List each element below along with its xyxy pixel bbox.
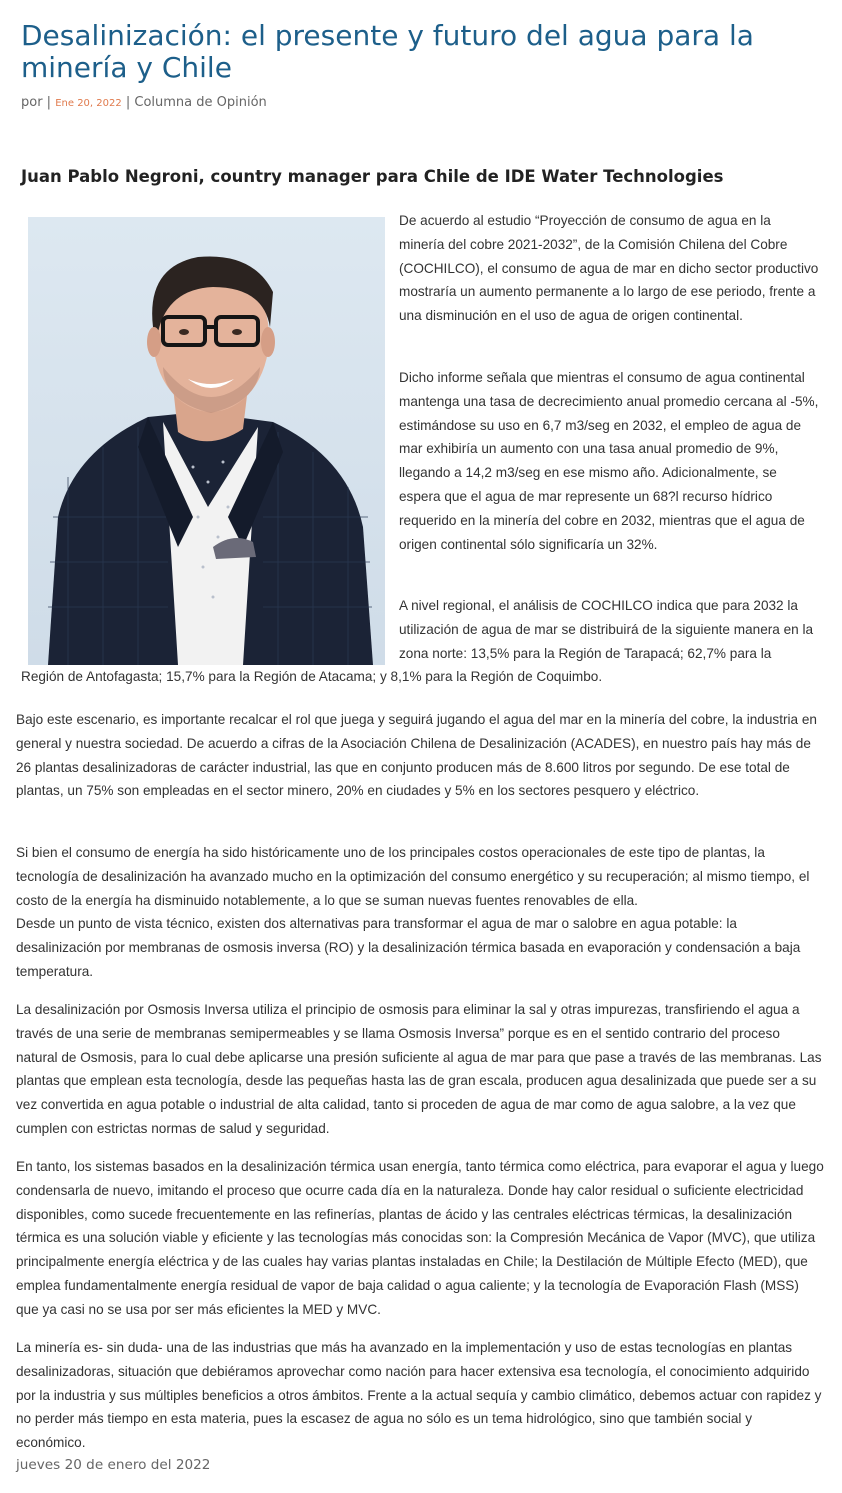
paragraph-6: Desde un punto de vista técnico, existen dos alternativas para transformar el agua de mar o salobre en agua potable: la desalinización por membranas de osmosis inversa (RO) y la desalinización térmica basada en evaporación y condensación a baja temperatura.: [16, 916, 801, 979]
article-subtitle: Juan Pablo Negroni, country manager para Chile de IDE Water Technologies: [21, 167, 724, 186]
footer-date: jueves 20 de enero del 2022: [16, 1457, 211, 1473]
paragraph-2: Dicho informe señala que mientras el consumo de agua continental mantenga una tasa de decrecimiento anual promedio cercana al -5%, estimándose su uso en 6,7 m3/seg en 2032, el empleo de agua de mar exhibiría un aumento con una tasa anual promedio de 9%, llegando a 14,2 m3/seg en ese mismo año. Adicionalmente, se espera que el agua de mar represente un 68?l recurso hídrico requerido en la minería del cobre en 2032, mientras que el agua de origen continental sólo significaría un 32%.: [399, 370, 819, 552]
post-category[interactable]: | Columna de Opinión: [125, 95, 267, 110]
author-portrait-image: [28, 217, 385, 665]
paragraph-5: Si bien el consumo de energía ha sido históricamente uno de los principales costos operacionales de este tipo de plantas, la tecnología de desalinización ha avanzado mucho en la optimización del consumo energético y su recuperación; al mismo tiempo, el costo de la energía ha disminuido notablemente, a lo que se suman nuevas fuentes renovables de ella.: [16, 845, 810, 908]
article-title: Desalinización: el presente y futuro del agua para la minería y Chile: [21, 19, 754, 84]
paragraph-1: De acuerdo al estudio “Proyección de consumo de agua en la minería del cobre 2021-2032”, de la Comisión Chilena del Cobre (COCHILCO), el consumo de agua de mar en dicho sector productivo mostraría un aumento permanente a lo largo de ese periodo, frente a una disminución en el uso de agua de origen continental.: [399, 213, 819, 324]
paragraph-4: Bajo este escenario, es importante recalcar el rol que juega y seguirá jugando el agua del mar en la minería del cobre, la industria en general y nuestra sociedad. De acuerdo a cifras de la Asociación Chilena de Desalinización (ACADES), en nuestro país hay más de 26 plantas desalinizadoras de carácter industrial, las que en conjunto producen más de 8.600 litros por segundo. De ese total de plantas, un 75% son empleadas en el sector minero, 20% en ciudades y 5% en los sectores pesquero y eléctrico.: [16, 712, 817, 799]
paragraph-8: En tanto, los sistemas basados en la desalinización térmica usan energía, tanto térmica como eléctrica, para evaporar el agua y luego condensarla de nuevo, imitando el proceso que ocurre cada día en la naturaleza. Donde hay calor residual o suficiente electricidad disponibles, como sucede frecuentemente en las refinerías, plantas de ácido y las centrales eléctricas térmicas, la desalinización térmica es una solución viable y eficiente y las tecnologías más conocidas son: la Compresión Mecánica de Vapor (MVC), que utiliza principalmente energía eléctrica y de las cuales hay varias plantas instaladas en Chile; la Destilación de Múltiple Efecto (MED), que emplea fundamentalmente energía residual de vapor de baja calidad o agua caliente; y la tecnología de Evaporación Flash (MSS) que ya casi no se usa por ser más eficientes la MED y MVC.: [16, 1159, 824, 1317]
post-meta: [21, 95, 267, 110]
post-date[interactable]: Ene 20, 2022: [55, 98, 122, 109]
paragraph-3: A nivel regional, el análisis de COCHILCO indica que para 2032 la utilización de agua de mar se distribuirá de la siguiente manera en la zona norte: 13,5% para la Región de Tarapacá; 62,7% para la: [399, 598, 814, 661]
paragraph-3-continued: Región de Antofagasta; 15,7% para la Región de Atacama; y 8,1% para la Región de Coquimbo.: [21, 669, 603, 684]
meta-prefix: por |: [21, 95, 52, 110]
paragraph-7: La desalinización por Osmosis Inversa utiliza el principio de osmosis para eliminar la sal y otras impurezas, transfiriendo el agua a través de una serie de membranas semipermeables y se llama Osmosis Inversa” porque es en el sentido contrario del proceso natural de Osmosis, para lo cual debe aplicarse una presión suficiente al agua de mar para que pase a través de las membranas. Las plantas que emplean esta tecnología, desde las pequeñas hasta las de gran escala, producen agua desalinizada que puede ser a su vez convertida en agua potable o industrial de alta calidad, tanto si proceden de agua de mar como de agua salobre, a la vez que cumplen con estrictas normas de salud y seguridad.: [16, 1002, 822, 1136]
paragraph-9: La minería es- sin duda- una de las industrias que más ha avanzado en la implementación y uso de estas tecnologías en plantas desalinizadoras, situación que debiéramos aprovechar como nación para hacer extensiva esa tecnología, el conocimiento adquirido por la industria y sus múltiples beneficios a otros ámbitos. Frente a la actual sequía y cambio climático, debemos actuar con rapidez y no perder más tiempo en esta materia, pues la escasez de agua no sólo es un tema hidrológico, sino que también social y económico.: [16, 1340, 822, 1451]
